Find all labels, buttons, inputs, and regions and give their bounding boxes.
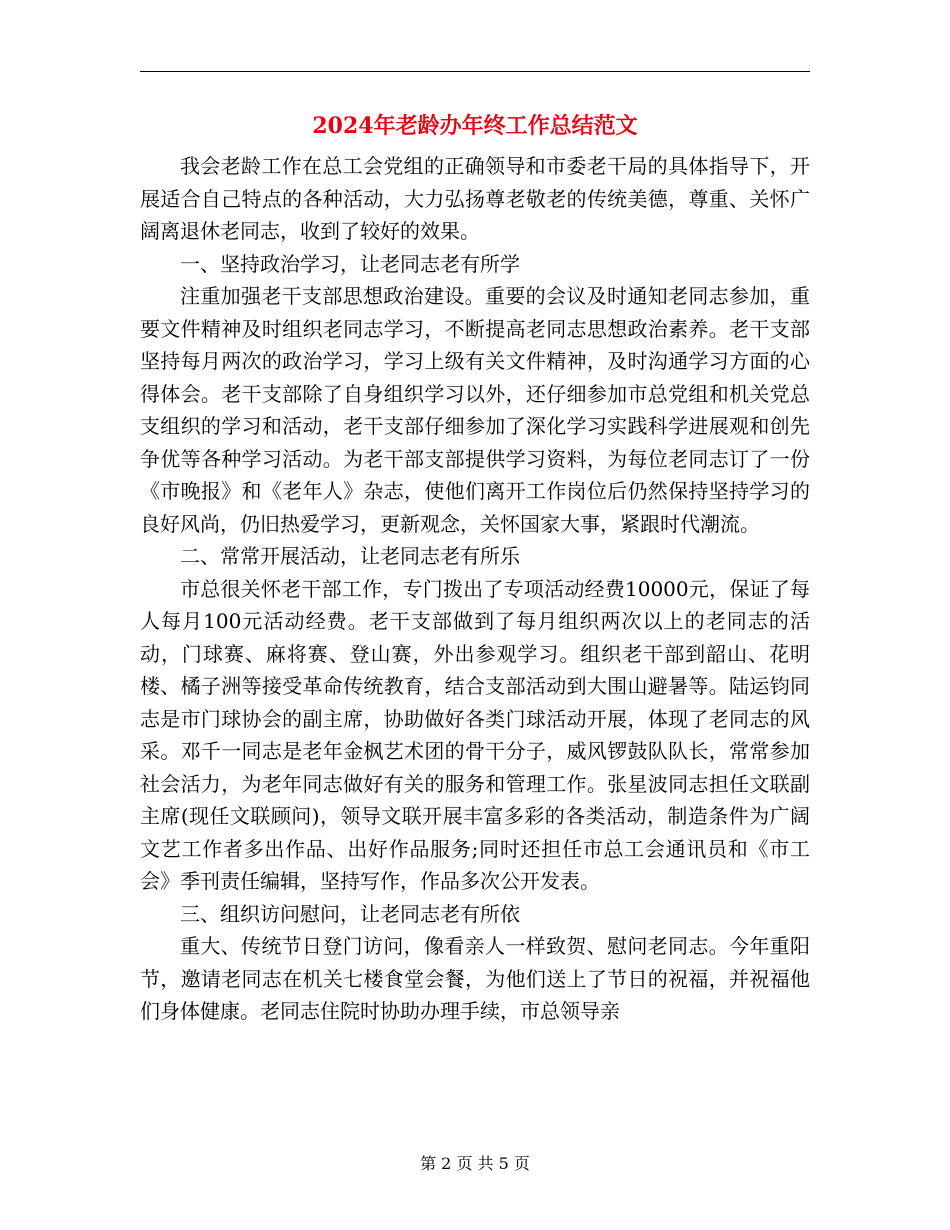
page-footer: 第 2 页 共 5 页: [420, 1154, 530, 1173]
document-title: 2024年老龄办年终工作总结范文: [312, 113, 638, 139]
paragraph-section-3: 重大、传统节日登门访问，像看亲人一样致贺、慰问老同志。今年重阳节，邀请老同志在机关七楼食堂会餐，为他们送上了节日的祝福，并祝福他们身体健康。老同志住院时协助办理手续，市总领导亲: [140, 934, 810, 1023]
document-body: [140, 150, 810, 1028]
section-heading-1: 一、坚持政治学习，让老同志老有所学: [180, 251, 520, 276]
paragraph-section-2: 市总很关怀老干部工作，专门拨出了专项活动经费10000元，保证了每人每月100元活动经费。老干支部做到了每月组织两次以上的老同志的活动，门球赛、麻将赛、登山赛，外出参观学习。组织老干部到韶山、花明楼、橘子洲等接受革命传统教育，结合支部活动到大围山避暑等。陆运钧同志是市门球协会的副主席，协助做好各类门球活动开展，体现了老同志的风采。邓千一同志是老年金枫艺术团的骨干分子，威风锣鼓队队长，常常参加社会活力，为老年同志做好有关的服务和管理工作。张星波同志担任文联副主席(现任文联顾问)，领导文联开展丰富多彩的各类活动，制造条件为广阔文艺工作者多出作品、出好作品服务;同时还担任市总工会通讯员和《市工会》季刊责任编辑，坚持写作，作品多次公开发表。: [140, 576, 810, 893]
paragraph-intro: 我会老龄工作在总工会党组的正确领导和市委老干局的具体指导下，开展适合自己特点的各种活动，大力弘扬尊老敬老的传统美德，尊重、关怀广阔离退休老同志，收到了较好的效果。: [140, 154, 810, 243]
section-heading-3: 三、组织访问慰问，让老同志老有所依: [180, 901, 520, 926]
paragraph-section-1: 注重加强老干支部思想政治建设。重要的会议及时通知老同志参加，重要文件精神及时组织老同志学习，不断提高老同志思想政治素养。老干支部坚持每月两次的政治学习，学习上级有关文件精神，及时沟通学习方面的心得体会。老干支部除了自身组织学习以外，还仔细参加市总党组和机关党总支组织的学习和活动，老干支部仔细参加了深化学习实践科学进展观和创先争优等各种学习活动。为老干部支部提供学习资料，为每位老同志订了一份《市晚报》和《老年人》杂志，使他们离开工作岗位后仍然保持坚持学习的良好风尚，仍旧热爱学习，更新观念，关怀国家大事，紧跟时代潮流。: [140, 284, 810, 536]
section-heading-2: 二、常常开展活动，让老同志老有所乐: [180, 544, 520, 568]
header-rule: [140, 71, 810, 72]
